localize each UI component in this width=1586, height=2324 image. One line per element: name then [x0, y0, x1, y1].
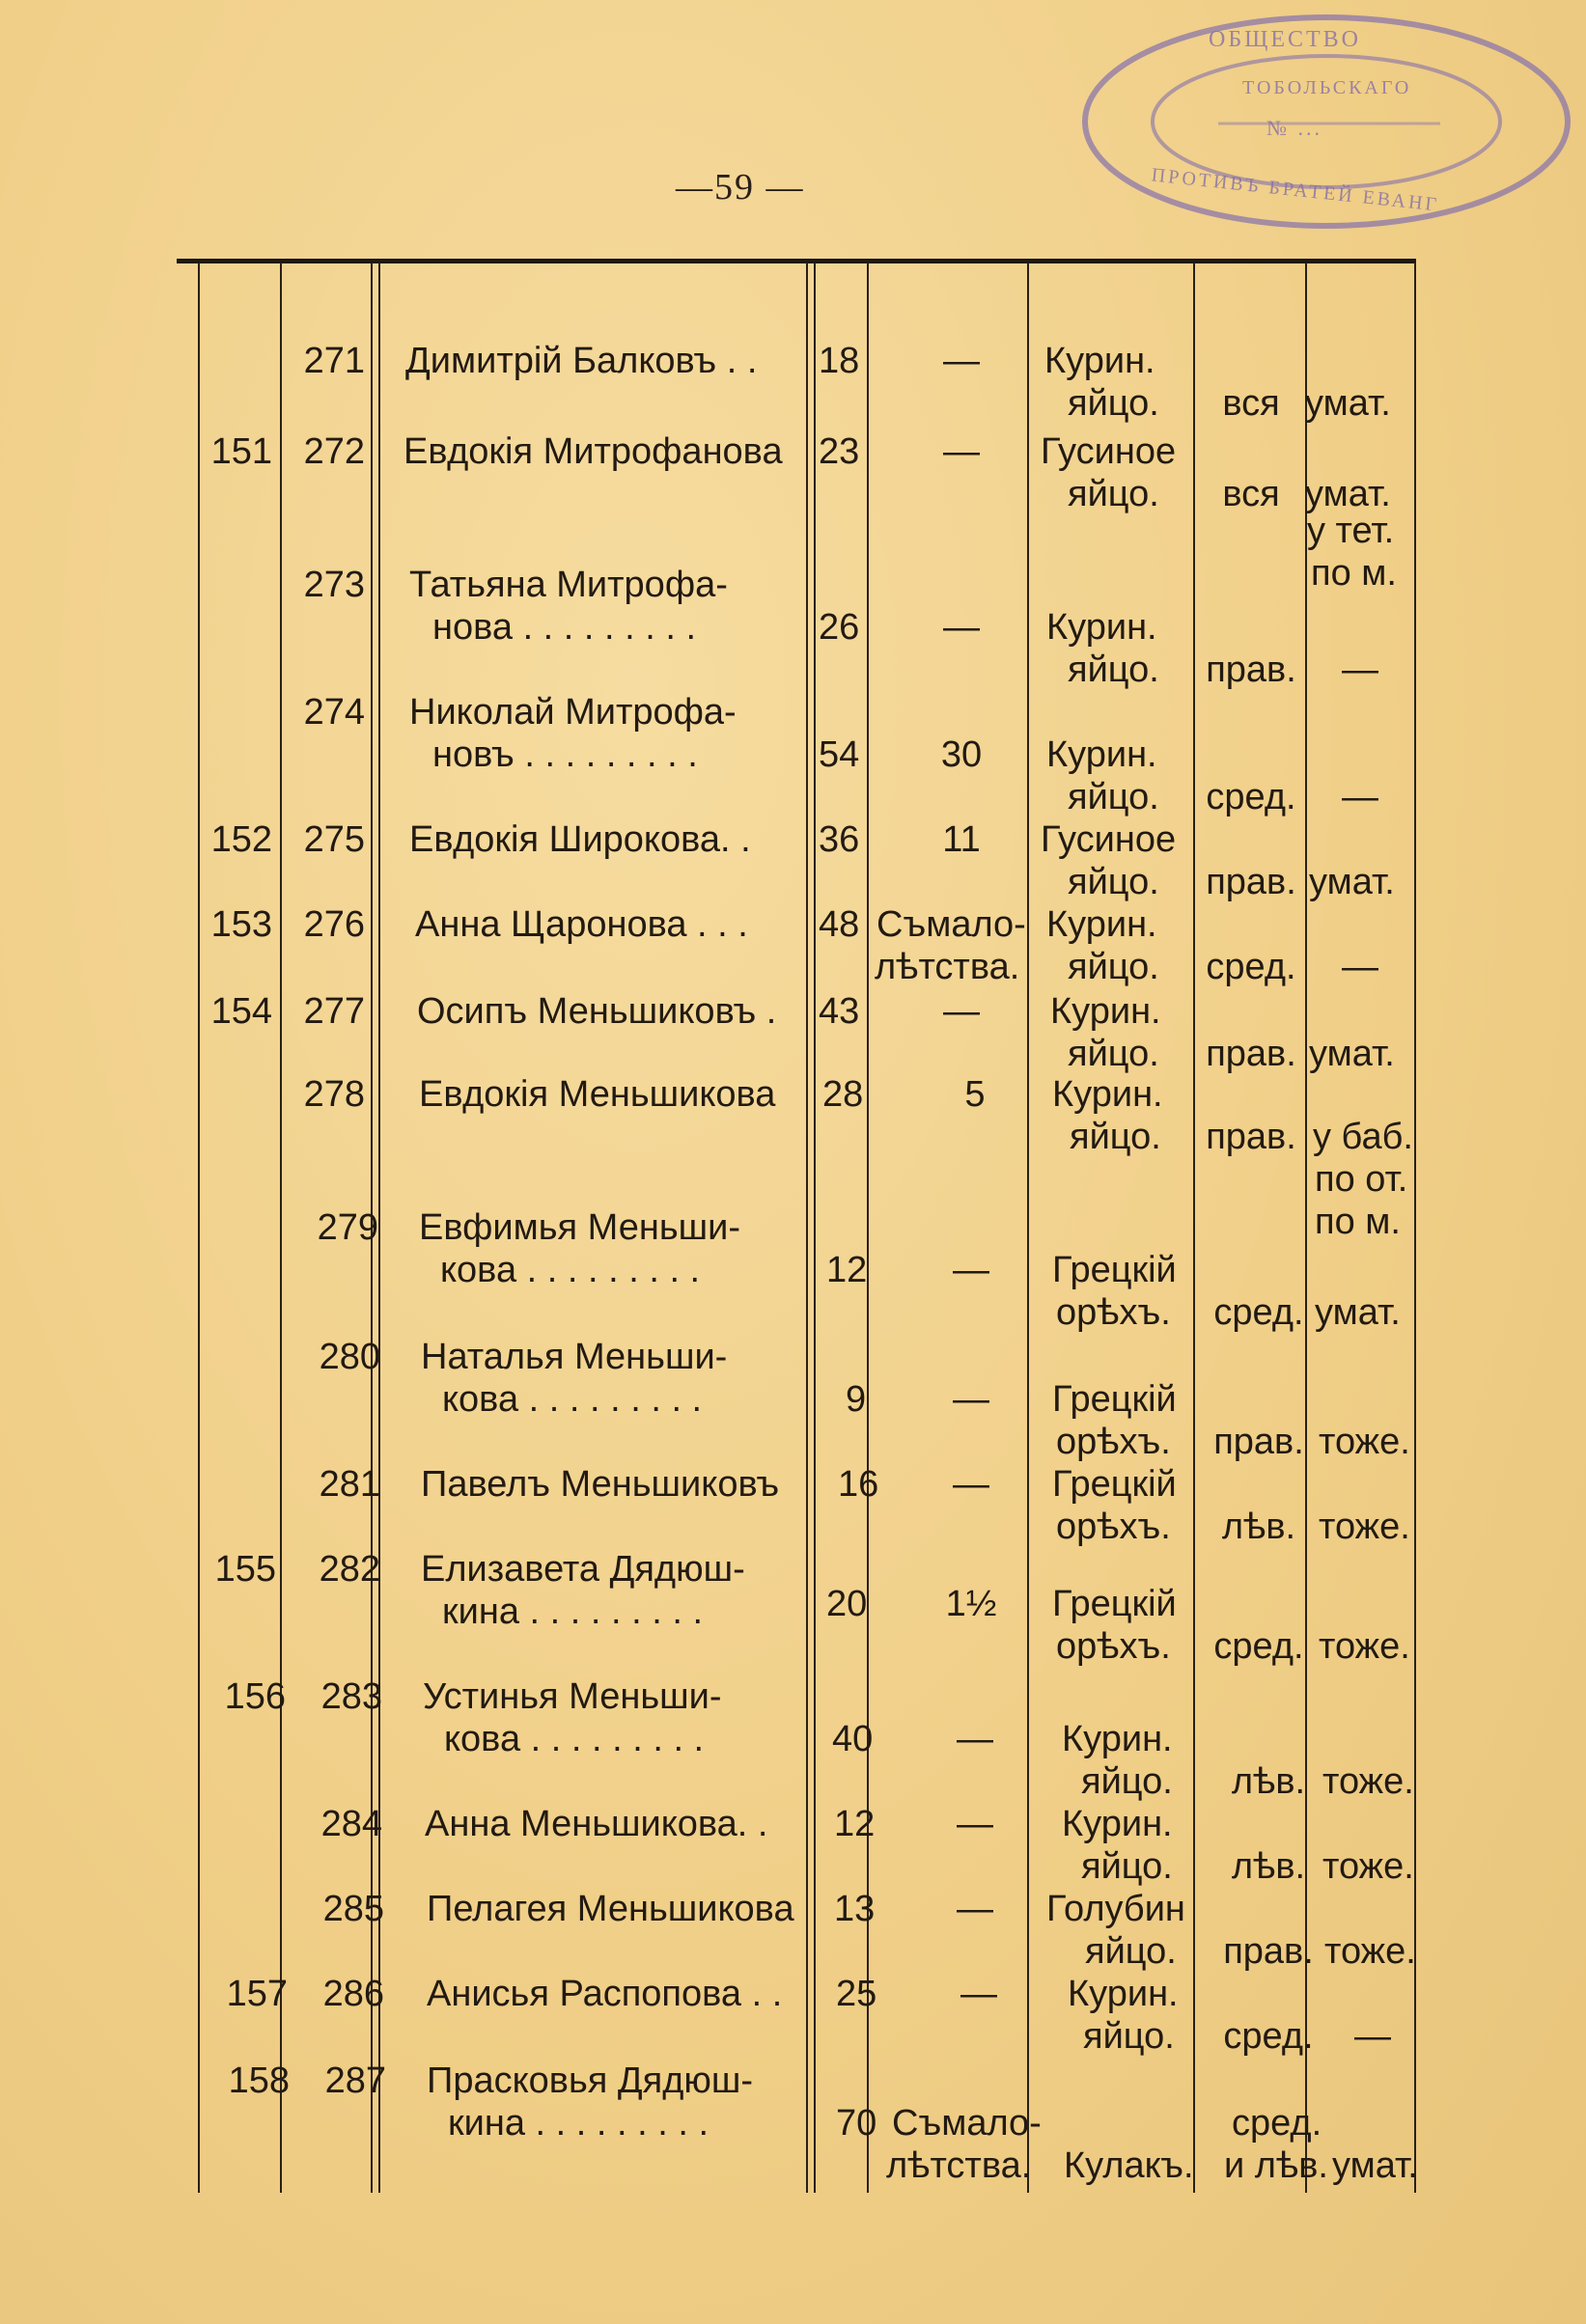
entry-number: 271 — [303, 341, 365, 381]
entry-number: 283 — [320, 1676, 382, 1717]
entry-number: 273 — [303, 565, 365, 605]
person-name: Осипъ Меньшиковъ . — [417, 991, 777, 1032]
person-name: Евфимья Меньши- — [419, 1207, 741, 1248]
result: — — [1342, 947, 1378, 987]
side: сред. — [1206, 947, 1296, 987]
side: прав. — [1206, 650, 1296, 690]
entry-number: 287 — [324, 2061, 386, 2101]
result: — — [1354, 2016, 1391, 2057]
object-line1: Грецкій — [1052, 1379, 1177, 1420]
object-line1: Курин. — [1044, 341, 1155, 381]
age: 48 — [819, 904, 860, 945]
years: — — [953, 1379, 989, 1420]
age: 9 — [846, 1379, 867, 1420]
age: 16 — [838, 1464, 879, 1505]
object-line1: Грецкій — [1052, 1584, 1177, 1624]
person-name: Евдокія Широкова. . — [409, 819, 751, 860]
years: 30 — [940, 734, 983, 775]
object-line1: Грецкій — [1052, 1464, 1177, 1505]
side: лѣв. — [1231, 1846, 1306, 1887]
years: 11 — [942, 819, 981, 860]
age: 40 — [832, 1719, 874, 1759]
object-line1: Грецкій — [1052, 1250, 1177, 1290]
object-line1: Гусиное — [1041, 819, 1177, 860]
object-line1: Курин. — [1046, 734, 1157, 775]
person-name: Татьяна Митрофа- — [409, 565, 728, 605]
result: тоже. — [1322, 1761, 1414, 1802]
entry-number: 272 — [303, 431, 365, 472]
years: — — [943, 607, 980, 648]
side: вся — [1222, 474, 1280, 514]
person-name-continued: нова . . . . . . . . . — [432, 607, 697, 648]
age: 20 — [826, 1584, 868, 1624]
years-line1: Съмало- — [876, 904, 1026, 945]
object-line2: яйцо. — [1068, 777, 1159, 817]
person-name-continued: кова . . . . . . . . . — [442, 1379, 703, 1420]
side: прав. — [1206, 1117, 1296, 1157]
person-name: Анисья Распопова . . — [427, 1974, 783, 2014]
result: тоже. — [1322, 1846, 1414, 1887]
person-name: Николай Митрофа- — [409, 692, 737, 733]
object-line2: яйцо. — [1068, 947, 1159, 987]
side: прав. — [1213, 1422, 1304, 1462]
object-line1: Гусиное — [1041, 431, 1177, 472]
object-line2: яйцо. — [1081, 1761, 1173, 1802]
result: умат. — [1305, 474, 1391, 514]
entry-number: 274 — [303, 692, 365, 733]
years: — — [943, 341, 980, 381]
side: сред. — [1213, 1292, 1304, 1333]
object-line2: яйцо. — [1085, 1931, 1177, 1972]
object-line2: орѣхъ. — [1056, 1626, 1171, 1667]
age: 23 — [819, 431, 860, 472]
object-line1: Курин. — [1052, 1074, 1163, 1115]
result: — — [1342, 650, 1378, 690]
result-line2: по м. — [1311, 553, 1397, 594]
side: прав. — [1206, 1034, 1296, 1074]
object-line2: яйцо. — [1068, 862, 1159, 902]
person-name: Димитрій Балковъ . . — [405, 341, 758, 381]
person-name: Прасковья Дядюш- — [427, 2061, 754, 2101]
result: умат. — [1332, 2145, 1418, 2186]
group-number: 156 — [224, 1676, 286, 1717]
object-line1: Курин. — [1062, 1719, 1173, 1759]
object-line1: Курин. — [1050, 991, 1161, 1032]
object-line1: Курин. — [1046, 607, 1157, 648]
years: — — [957, 1719, 993, 1759]
years: — — [953, 1464, 989, 1505]
object-line2: яйцо. — [1068, 650, 1159, 690]
person-name-continued: новъ . . . . . . . . . — [432, 734, 698, 775]
years: — — [957, 1889, 993, 1929]
person-name: Устинья Меньши- — [423, 1676, 722, 1717]
side: лѣв. — [1231, 1761, 1306, 1802]
object-line1: Курин. — [1062, 1804, 1173, 1844]
entry-number: 280 — [319, 1337, 380, 1377]
object-line2: орѣхъ. — [1056, 1507, 1171, 1547]
object-line2: яйцо. — [1068, 383, 1159, 424]
entry-number: 276 — [303, 904, 365, 945]
entry-number: 278 — [303, 1074, 365, 1115]
side: и лѣв. — [1224, 2145, 1328, 2186]
stamp-middle-text: ТОБОЛЬСКАГО — [1242, 77, 1412, 98]
result-line1: у тет. — [1307, 511, 1395, 551]
age: 54 — [819, 734, 860, 775]
age: 43 — [819, 991, 860, 1032]
group-number: 155 — [214, 1549, 276, 1590]
stamp-center-mark: № ... — [1266, 116, 1322, 140]
entry-number: 277 — [303, 991, 365, 1032]
age: 13 — [834, 1889, 876, 1929]
side: сред. — [1206, 777, 1296, 817]
group-number: 158 — [228, 2061, 290, 2101]
side: прав. — [1223, 1931, 1314, 1972]
side-line1: сред. — [1232, 2103, 1322, 2144]
group-number: 152 — [210, 819, 272, 860]
years: — — [957, 1804, 993, 1844]
age: 26 — [819, 607, 860, 648]
age: 28 — [822, 1074, 864, 1115]
object-line2: орѣхъ. — [1056, 1422, 1171, 1462]
years-line2: лѣтства. — [886, 2145, 1032, 2186]
years: — — [960, 1974, 997, 2014]
age: 70 — [836, 2103, 877, 2144]
result: умат. — [1309, 862, 1395, 902]
result-line2: по от. — [1315, 1159, 1408, 1200]
side: сред. — [1223, 2016, 1314, 2057]
years: 1½ — [945, 1584, 997, 1624]
result: тоже. — [1319, 1422, 1410, 1462]
years: — — [953, 1250, 989, 1290]
page-number: —59 — — [676, 167, 805, 208]
person-name: Анна Щаронова . . . — [415, 904, 748, 945]
age: 36 — [819, 819, 860, 860]
object-line2: Кулакъ. — [1064, 2145, 1194, 2186]
object-line1: Курин. — [1068, 1974, 1179, 2014]
side: сред. — [1213, 1626, 1304, 1667]
entry-number: 284 — [320, 1804, 382, 1844]
object-line1: Курин. — [1046, 904, 1157, 945]
person-name-continued: кина . . . . . . . . . — [442, 1591, 704, 1632]
entry-number: 285 — [322, 1889, 384, 1929]
object-line2: яйцо. — [1068, 1034, 1159, 1074]
result: умат. — [1315, 1292, 1401, 1333]
object-line2: орѣхъ. — [1056, 1292, 1171, 1333]
stamp-bottom-text: ПРОТИВЪ БРАТЕЙ ЕВАНГ — [1150, 164, 1441, 216]
group-number: 153 — [210, 904, 272, 945]
result: умат. — [1305, 383, 1391, 424]
object-line2: яйцо. — [1070, 1117, 1161, 1157]
entry-number: 275 — [303, 819, 365, 860]
entry-number: 281 — [319, 1464, 380, 1505]
person-name: Евдокія Митрофанова — [403, 431, 783, 472]
age: 12 — [834, 1804, 876, 1844]
side: прав. — [1206, 862, 1296, 902]
years: — — [943, 431, 980, 472]
age: 25 — [836, 1974, 877, 2014]
person-name-continued: кова . . . . . . . . . — [440, 1250, 701, 1290]
person-name: Пелагея Меньшикова — [427, 1889, 794, 1929]
person-name-continued: кова . . . . . . . . . — [444, 1719, 705, 1759]
object-line2: яйцо. — [1081, 1846, 1173, 1887]
object-line2: яйцо. — [1068, 474, 1159, 514]
result: умат. — [1309, 1034, 1395, 1074]
group-number: 151 — [210, 431, 272, 472]
group-number: 157 — [226, 1974, 288, 2014]
result: тоже. — [1324, 1931, 1416, 1972]
object-line1: Голубин — [1046, 1889, 1185, 1929]
result: — — [1342, 777, 1378, 817]
years-line1: Съмало- — [892, 2103, 1042, 2144]
person-name: Анна Меньшикова. . — [425, 1804, 768, 1844]
object-line2: яйцо. — [1083, 2016, 1175, 2057]
side: вся — [1222, 383, 1280, 424]
years: — — [943, 991, 980, 1032]
age: 12 — [826, 1250, 868, 1290]
person-name: Наталья Меньши- — [421, 1337, 728, 1377]
result-line3: по м. — [1315, 1202, 1401, 1242]
person-name: Евдокія Меньшикова — [419, 1074, 776, 1115]
stamp-top-text: ОБЩЕСТВО — [1209, 27, 1361, 52]
person-name-continued: кина . . . . . . . . . — [448, 2103, 710, 2144]
result: тоже. — [1319, 1507, 1410, 1547]
entry-number: 282 — [319, 1549, 380, 1590]
years: 5 — [964, 1074, 986, 1115]
result-line1: у баб. — [1313, 1117, 1413, 1157]
side: лѣв. — [1221, 1507, 1296, 1547]
age: 18 — [819, 341, 860, 381]
years-line2: лѣтства. — [875, 947, 1020, 987]
person-name: Елизавета Дядюш- — [421, 1549, 745, 1590]
person-name: Павелъ Меньшиковъ — [421, 1464, 780, 1505]
entry-number: 286 — [322, 1974, 384, 2014]
result: тоже. — [1319, 1626, 1410, 1667]
group-number: 154 — [210, 991, 272, 1032]
entry-number: 279 — [317, 1207, 378, 1248]
